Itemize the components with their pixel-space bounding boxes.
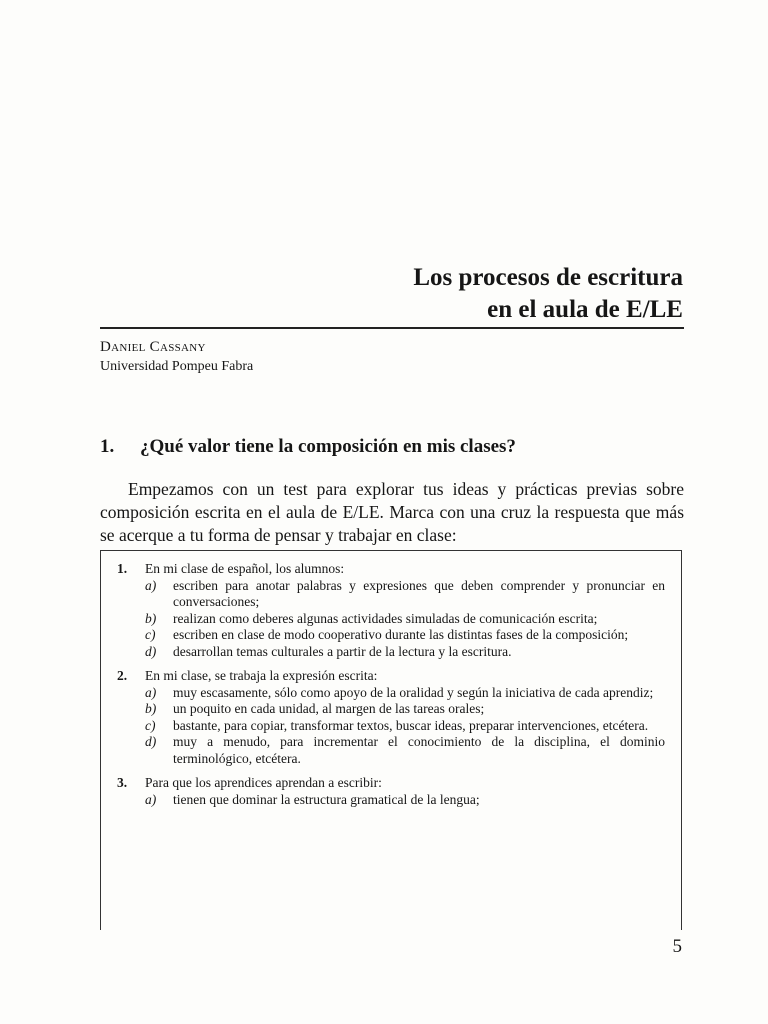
option-text: bastante, para copiar, transformar textos, buscar ideas, preparar intervenciones, etcétera. [173,717,649,733]
option-list [117,685,665,768]
option-text: realizan como deberes algunas actividades simuladas de comunicación escrita; [173,610,598,626]
option-letter: d) [145,734,157,749]
question-number: 3. [117,775,128,790]
answer-option [145,644,665,661]
option-list [117,792,665,809]
question-number: 2. [117,668,128,683]
answer-option [145,792,665,809]
option-text: escriben en clase de modo cooperativo durante las distintas fases de la composición; [173,627,629,642]
option-letter: a) [145,791,157,807]
option-text: muy a menudo, para incrementar el conocimiento de la disciplina, el dominio terminológico, etcétera. [173,734,665,766]
test-question [117,561,665,660]
option-text: un poquito en cada unidad, al margen de las tareas orales; [173,701,485,716]
answer-option [145,627,665,644]
section-intro: Empezamos con un test para explorar tus ideas y prácticas previas sobre composición escrita en el aula de E/LE. Marca con una cruz la respuesta que más se acerque a tu forma de pensar y trabajar en clase: [100,479,684,545]
test-question [117,775,665,808]
question-number: 1. [117,561,128,576]
question-stem [117,561,665,578]
page-number: 5 [672,936,682,957]
section-heading [100,434,516,460]
section-heading-text: ¿Qué valor tiene la composición en mis clases? [140,436,516,457]
option-list [117,578,665,661]
title-line-1: Los procesos de escritura [413,264,683,291]
option-text: tienen que dominar la estructura gramatical de la lengua; [173,791,480,807]
option-text: escriben para anotar palabras y expresiones que deben comprender y pronunciar en conversaciones; [173,577,665,609]
question-text: Para que los aprendices aprendan a escribir: [145,775,382,790]
author-block [100,337,253,377]
test-box [100,550,682,930]
question-text: En mi clase de español, los alumnos: [145,561,345,576]
title-line-2: en el aula de E/LE [487,296,683,323]
option-text: desarrollan temas culturales a partir de la lectura y la escritura. [173,643,512,659]
option-letter: a) [145,684,157,700]
answer-option [145,718,665,735]
option-text: muy escasamente, sólo como apoyo de la oralidad y según la iniciativa de cada aprendiz; [173,684,654,700]
option-letter: b) [145,701,157,716]
answer-option [145,578,665,611]
option-letter: a) [145,577,157,593]
section-number: 1. [100,436,115,457]
article-title [413,262,683,326]
author-name: Daniel Cassany [100,339,206,355]
answer-option [145,701,665,718]
option-letter: b) [145,610,157,626]
question-list [101,551,681,808]
option-letter: c) [145,717,156,733]
test-question [117,668,665,767]
option-letter: d) [145,643,157,659]
answer-option [145,685,665,702]
answer-option [145,611,665,628]
option-letter: c) [145,627,156,642]
question-stem [117,668,665,685]
answer-option [145,734,665,767]
author-affiliation: Universidad Pompeu Fabra [100,359,254,374]
title-rule [100,327,684,329]
question-text: En mi clase, se trabaja la expresión escrita: [145,668,378,683]
question-stem [117,775,665,792]
